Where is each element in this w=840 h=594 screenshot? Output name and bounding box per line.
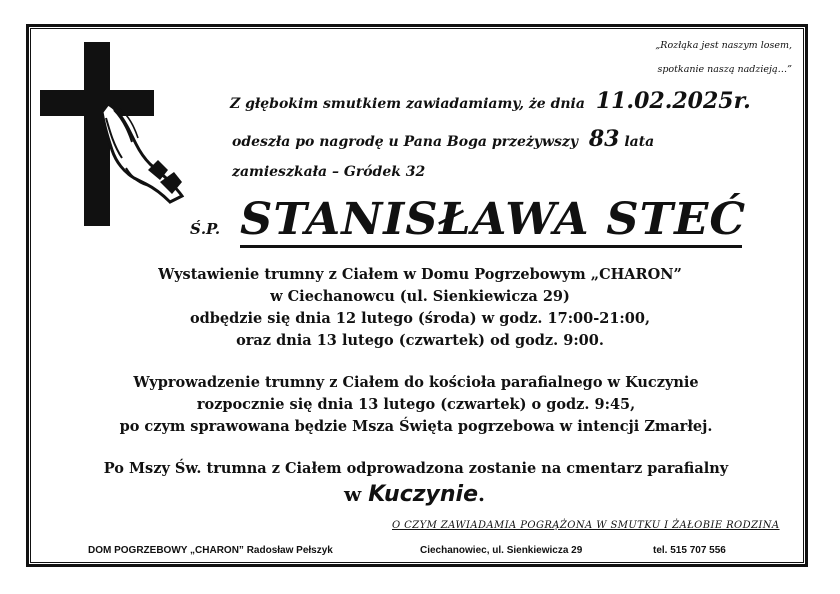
name-underline [240,245,742,248]
footer-company: DOM POGRZEBOWY „CHARON” Radosław Pełszyk [88,545,333,556]
burial-line: Po Mszy Św. trumna z Ciałem odprowadzona zostanie na cmentarz parafialny [103,460,729,477]
announcement-intro: Z głębokim smutkiem zawiadamiamy, że dnia [230,96,585,112]
deceased-name: STANISŁAWA STEĆ [240,194,747,245]
viewing-line: w Ciechanowcu (ul. Sienkiewicza 29) [270,288,570,305]
quote-line-1: „Rozłąka jest naszym losem, [655,40,792,51]
death-date: 11.02.2025 [595,88,734,114]
residence: zamieszkała – Gródek 32 [232,164,426,180]
viewing-line: odbędzie się dnia 12 lutego (środa) w godz. 17:00-21:00, [189,310,651,327]
procession-line: Wyprowadzenie trumny z Ciałem do kościoła parafialnego w Kuczynie [133,374,699,391]
death-date-suffix: r. [733,88,751,114]
burial-place-prefix: w [344,482,362,506]
procession-line: po czym sprawowana będzie Msza Święta pogrzebowa w intencji Zmarłej. [119,418,713,435]
footer-phone: tel. 515 707 556 [653,545,726,556]
announcement-line-2 [232,126,654,152]
burial-place [344,482,485,507]
age-intro: odeszła po nagrodę u Pana Boga przeżywszy [232,134,578,150]
family-note: O CZYM ZAWIADAMIA POGRĄŻONA W SMUTKU I ŻAŁOBIE RODZINA [392,520,780,531]
name-prefix: Ś.P. [190,220,221,238]
praying-hands-icon [88,98,186,204]
burial-place-name: Kuczynie [368,482,479,507]
age-suffix: lata [624,134,655,150]
procession-block [56,372,776,438]
announcement-line-1 [230,88,751,114]
footer-address: Ciechanowiec, ul. Sienkiewicza 29 [420,545,583,556]
viewing-line: oraz dnia 13 lutego (czwartek) od godz. 9:00. [236,332,604,349]
procession-line: rozpocznie się dnia 13 lutego (czwartek) o godz. 9:45, [196,396,636,413]
viewing-block [60,264,780,352]
quote-line-2: spotkanie naszą nadzieją…” [657,64,792,75]
burial-place-suffix: . [478,482,485,506]
viewing-line: Wystawienie trumny z Ciałem w Domu Pogrzebowym „CHARON” [158,266,682,283]
age-value: 83 [588,126,620,152]
